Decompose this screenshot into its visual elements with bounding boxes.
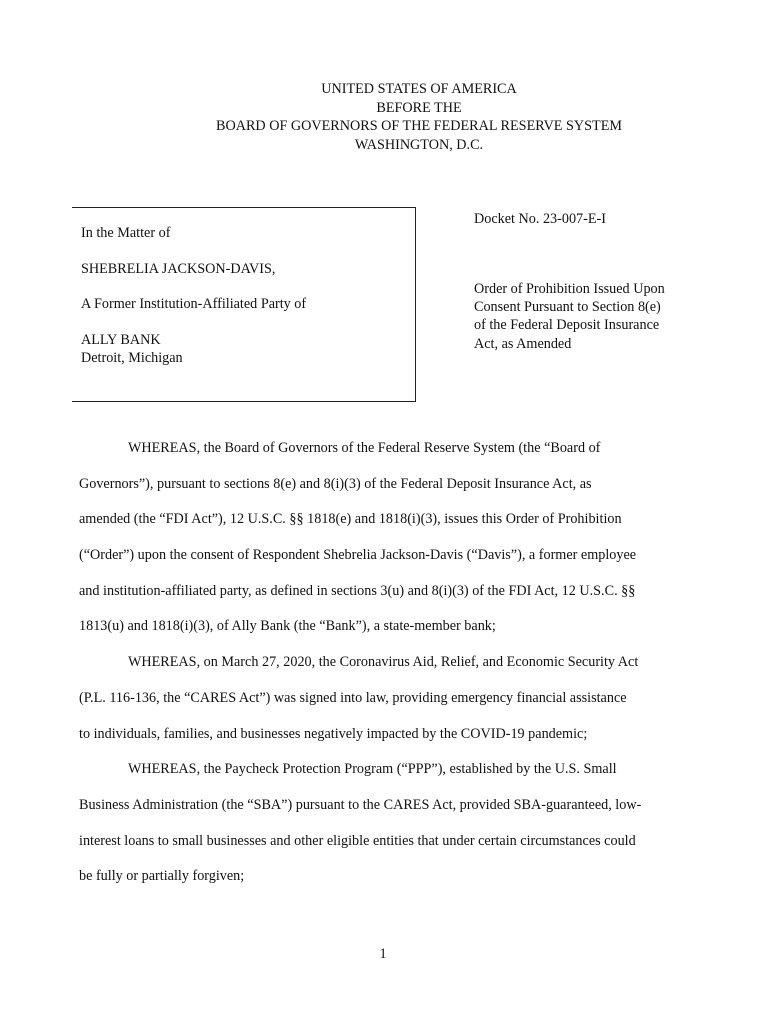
body-line: WHEREAS, the Board of Governors of the Federal Reserve System (the “Board of <box>128 440 601 456</box>
docket-number: Docket No. 23-007-E-I <box>474 211 606 227</box>
order-body <box>79 437 699 901</box>
body-line: interest loans to small businesses and other eligible entities that under certain circumstances could <box>79 832 636 849</box>
order-title-line: of the Federal Deposit Insurance <box>474 317 660 334</box>
header-before: BEFORE THE <box>376 99 462 116</box>
order-title-line: Order of Prohibition Issued Upon <box>474 281 665 297</box>
caption-bank: ALLY BANK <box>81 332 161 348</box>
caption-in-matter: In the Matter of <box>81 225 171 241</box>
page-number: 1 <box>379 946 387 962</box>
caption-former-party: A Former Institution-Affiliated Party of <box>81 296 307 312</box>
caption-location: Detroit, Michigan <box>81 350 183 366</box>
body-line: Business Administration (the “SBA”) pursuant to the CARES Act, provided SBA-guaranteed, low- <box>79 796 642 813</box>
header-country: UNITED STATES OF AMERICA <box>321 81 517 97</box>
body-line: 1813(u) and 1818(i)(3), of Ally Bank (the “Bank”), a state-member bank; <box>79 618 496 635</box>
body-line: amended (the “FDI Act”), 12 U.S.C. §§ 1818(e) and 1818(i)(3), issues this Order of Prohibition <box>79 511 622 528</box>
body-line: WHEREAS, the Paycheck Protection Program (“PPP”), established by the U.S. Small <box>128 761 617 778</box>
body-line: be fully or partially forgiven; <box>79 868 245 885</box>
body-line: to individuals, families, and businesses negatively impacted by the COVID-19 pandemic; <box>79 725 588 742</box>
order-title-line: Act, as Amended <box>474 335 572 352</box>
body-line: and institution-affiliated party, as defined in sections 3(u) and 8(i)(3) of the FDI Act, 12 U.S.C. §§ <box>79 582 636 599</box>
body-line: (P.L. 116-136, the “CARES Act”) was signed into law, providing emergency financial assistance <box>79 689 627 706</box>
order-title <box>474 280 665 353</box>
document-header <box>0 80 770 154</box>
body-line: WHEREAS, on March 27, 2020, the Coronavirus Aid, Relief, and Economic Security Act <box>128 654 639 671</box>
body-line: Governors”), pursuant to sections 8(e) and 8(i)(3) of the Federal Deposit Insurance Act, as <box>79 475 592 492</box>
order-title-line: Consent Pursuant to Section 8(e) <box>474 299 661 316</box>
body-line: (“Order”) upon the consent of Respondent Shebrelia Jackson-Davis (“Davis”), a former employee <box>79 547 637 564</box>
header-board: BOARD OF GOVERNORS OF THE FEDERAL RESERVE SYSTEM <box>215 118 622 134</box>
caption-respondent: SHEBRELIA JACKSON-DAVIS, <box>81 261 276 277</box>
header-location: WASHINGTON, D.C. <box>354 136 484 153</box>
